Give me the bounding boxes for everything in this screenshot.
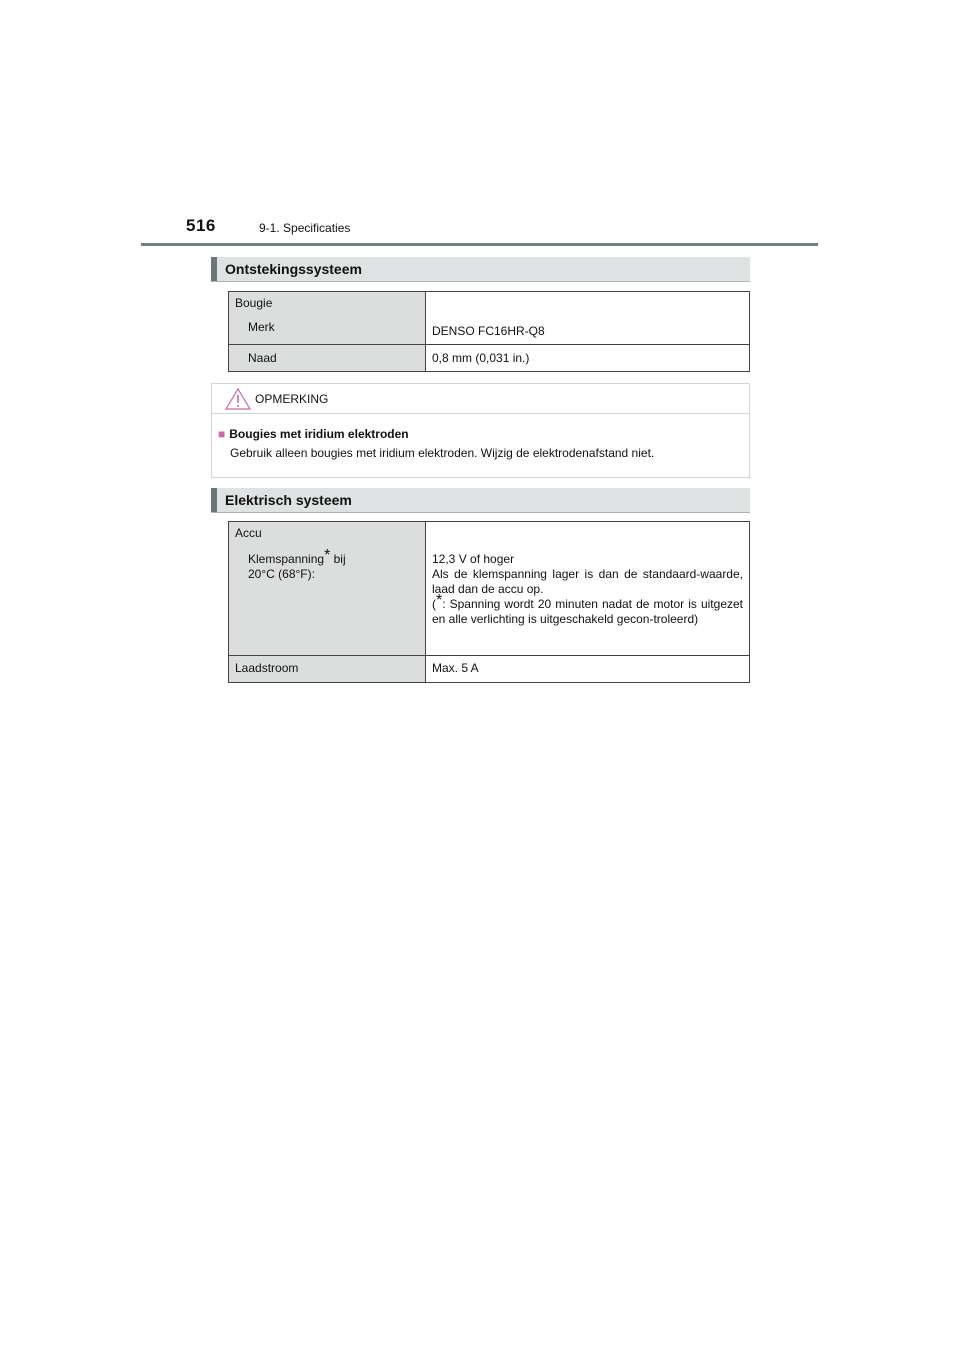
gap-value-cell	[426, 345, 750, 372]
brand-value: DENSO FC16HR-Q8	[432, 324, 545, 338]
voltage-label-text: Klemspanning	[248, 552, 325, 566]
section-marker	[211, 488, 217, 512]
gap-value: 0,8 mm (0,031 in.)	[432, 351, 530, 365]
notice-heading-text: Bougies met iridium elektroden	[229, 427, 409, 441]
voltage-temperature: 20°C (68°F):	[248, 567, 315, 581]
ignition-section-title: Ontstekingssysteem	[225, 261, 362, 277]
footnote-text: : Spanning wordt 20 minuten nadat de motor is uitgezet en alle verlichting is uitgeschakeld gecon-troleerd)	[432, 597, 743, 626]
footnote-star: *	[324, 547, 331, 564]
charge-current-label: Laadstroom	[235, 661, 299, 675]
square-bullet-icon: ■	[218, 427, 226, 441]
voltage-footnote	[432, 592, 743, 627]
charge-current-value: Max. 5 A	[432, 661, 479, 675]
spark-plug-label: Bougie	[235, 296, 273, 310]
ignition-spec-table	[228, 291, 750, 372]
table-row	[229, 292, 750, 345]
table-row	[229, 522, 750, 656]
voltage-instruction: Als de klemspanning lager is dan de standaard-waarde, laad dan de accu op.	[432, 567, 743, 596]
voltage-value	[426, 522, 749, 631]
notice-title: OPMERKING	[255, 392, 329, 406]
page-number: 516	[186, 216, 216, 235]
charge-current-value-cell	[426, 656, 750, 683]
voltage-requirement: 12,3 V of hoger	[432, 552, 515, 566]
ignition-section-header	[211, 257, 750, 282]
battery-label: Accu	[235, 526, 262, 540]
footnote-star: *	[436, 592, 443, 609]
voltage-label	[229, 544, 425, 586]
voltage-value-cell	[426, 522, 750, 656]
electrical-section-title: Elektrisch systeem	[225, 492, 352, 508]
electrical-spec-table	[228, 521, 750, 683]
spark-plug-label-cell	[229, 292, 426, 345]
brand-value-cell	[426, 292, 750, 345]
notice-header	[212, 384, 749, 414]
charge-current-label-cell	[229, 656, 426, 683]
table-row	[229, 345, 750, 372]
gap-label: Naad	[248, 351, 277, 365]
notice-subheading	[218, 427, 409, 441]
section-marker	[211, 257, 217, 281]
section-reference: 9-1. Specificaties	[259, 221, 351, 235]
brand-label: Merk	[248, 320, 275, 334]
header-rule	[141, 243, 818, 246]
notice-box	[211, 383, 750, 478]
notice-body: Gebruik alleen bougies met iridium elektroden. Wijzig de elektrodenafstand niet.	[230, 446, 655, 460]
warning-triangle-icon	[225, 388, 251, 415]
table-row	[229, 656, 750, 683]
gap-label-cell	[229, 345, 426, 372]
footnote-paren: (	[432, 597, 436, 611]
voltage-label-suffix: bij	[330, 552, 346, 566]
electrical-section-header	[211, 488, 750, 513]
battery-label-cell	[229, 522, 426, 656]
